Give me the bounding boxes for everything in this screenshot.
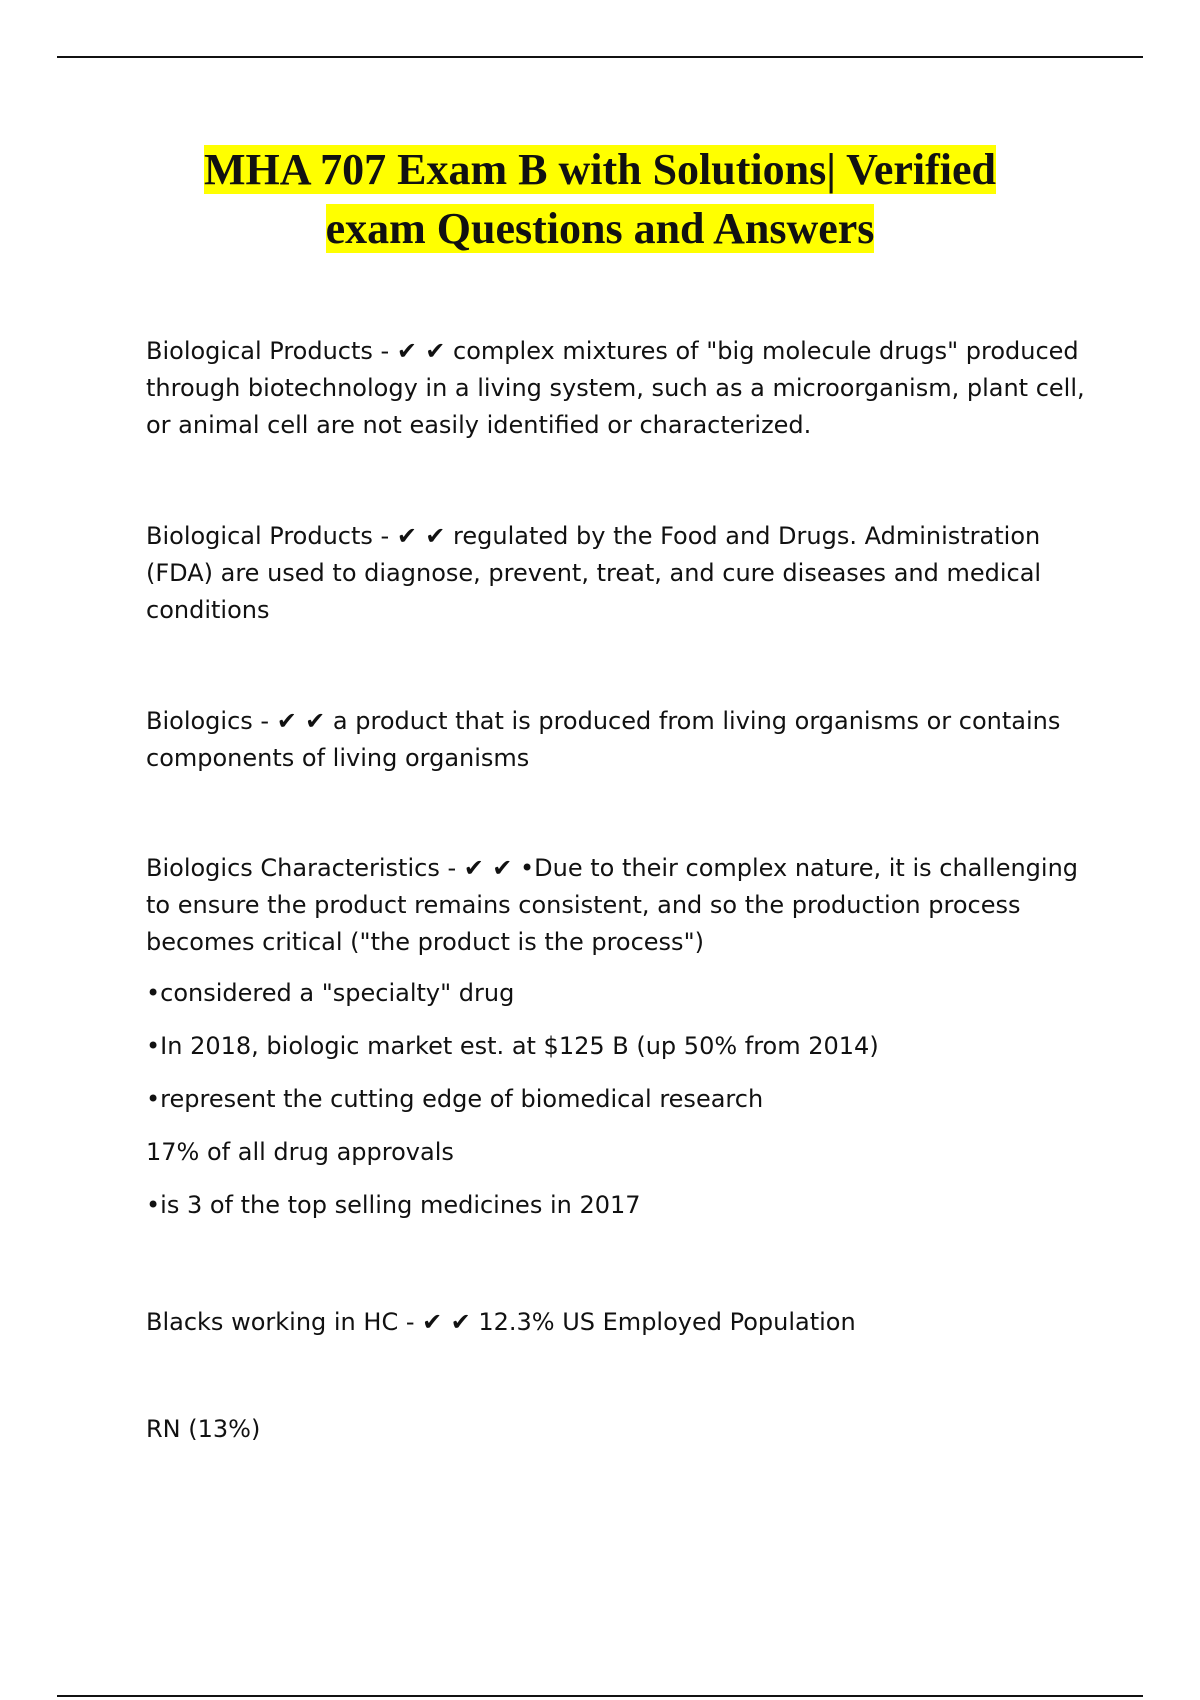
rn-line: RN (13%) [146,1415,261,1443]
qa-entry [146,1304,1086,1341]
check-icon: ✔ ✔ [422,1308,471,1336]
title-line-2: exam Questions and Answers [325,204,875,253]
entry-term: Biological Products - [146,522,397,550]
title-line-1: MHA 707 Exam B with Solutions| Verified [204,145,996,194]
entry-term: Biologics Characteristics - [146,854,464,882]
entry-answer: a product that is produced from living organisms or contains components of living organisms [146,707,1061,772]
entry-answer: regulated by the Food and Drugs. Administration (FDA) are used to diagnose, prevent, treat, and cure diseases and medical conditions [146,522,1042,624]
check-icon: ✔ ✔ [276,707,326,735]
list-item: •In 2018, biologic market est. at $125 B (up 50% from 2014) [146,1032,879,1060]
document-title [0,140,1200,258]
entry-term: Biological Products - [146,337,397,365]
check-icon: ✔ ✔ [396,337,446,365]
qa-entry [146,333,1086,444]
list-item: •considered a "specialty" drug [146,979,515,1007]
list-item: •is 3 of the top selling medicines in 2017 [146,1191,641,1219]
qa-entry [146,518,1086,629]
check-icon: ✔ ✔ [396,522,446,550]
list-item: 17% of all drug approvals [146,1138,454,1166]
check-icon: ✔ ✔ [463,854,513,882]
bottom-rule [57,1695,1143,1697]
entry-term: Biologics - [146,707,277,735]
entry-answer: 12.3% US Employed Population [478,1308,856,1336]
qa-entry [146,850,1086,1224]
qa-entry [146,1411,1086,1448]
list-item: •represent the cutting edge of biomedical research [146,1085,764,1113]
entry-answer: complex mixtures of "big molecule drugs" produced through biotechnology in a living system, such as a microorganism, plant cell, or animal cell are not easily identified or characterized. [146,337,1085,439]
entry-term: Blacks working in HC - [146,1308,423,1336]
top-rule [57,56,1143,58]
qa-entry [146,703,1086,777]
entry-answer: •Due to their complex nature, it is challenging to ensure the product remains consistent, and so the production process becomes critical ("the product is the process") [146,854,1079,956]
